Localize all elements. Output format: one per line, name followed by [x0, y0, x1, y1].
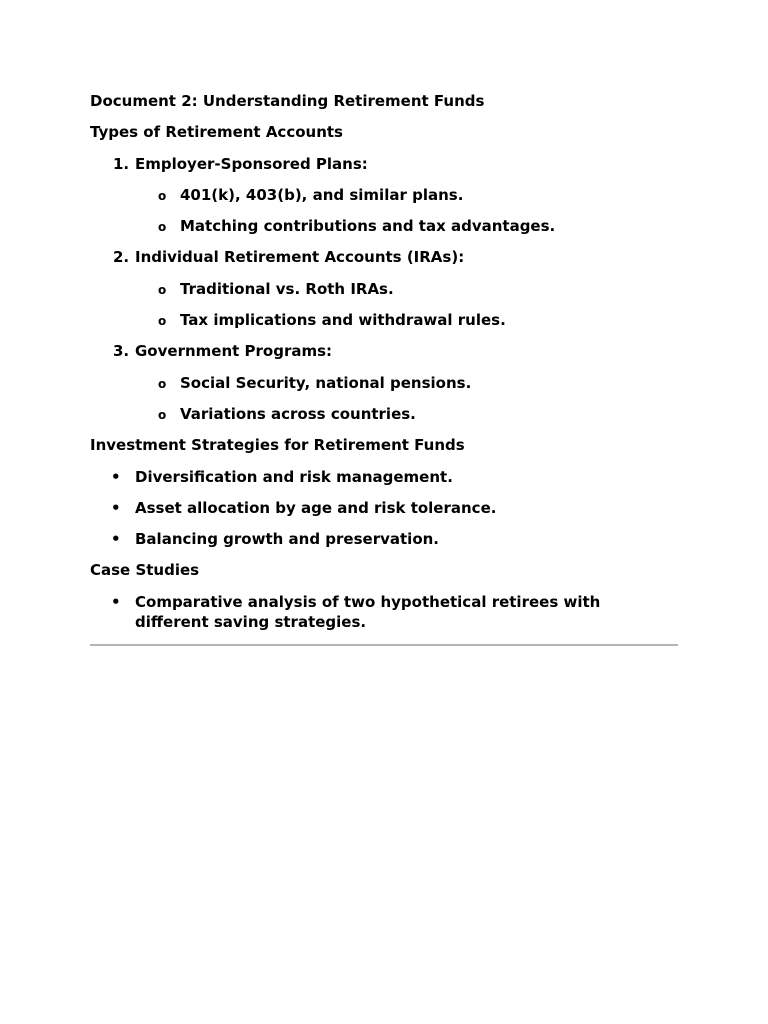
- numbered-item-iras: [90, 247, 678, 278]
- item-label: Employer-Sponsored Plans:: [135, 154, 368, 173]
- item-label: Government Programs:: [135, 342, 333, 361]
- sub-item: [90, 279, 678, 310]
- sub-item-text: Variations across countries.: [180, 404, 416, 423]
- sub-item: [90, 216, 678, 247]
- item-number: 1.: [113, 154, 130, 173]
- hollow-bullet-icon: o: [158, 188, 167, 203]
- hollow-bullet-icon: o: [158, 314, 167, 329]
- sub-item: [90, 310, 678, 341]
- section-heading-types: [90, 122, 678, 153]
- section-heading-investment-strategies: [90, 435, 678, 466]
- section-heading-case-studies: [90, 560, 678, 591]
- bullet-text: Balancing growth and preservation.: [135, 530, 439, 549]
- hollow-bullet-icon: o: [158, 220, 167, 235]
- bullet-text: Asset allocation by age and risk tolerance.: [135, 498, 497, 517]
- horizontal-rule: [90, 644, 678, 646]
- bullet-item: [90, 467, 678, 498]
- bullet-text: Comparative analysis of two hypothetical retirees with different saving strategies.: [135, 592, 601, 632]
- sub-item-text: 401(k), 403(b), and similar plans.: [180, 185, 464, 204]
- bullet-item: [90, 498, 678, 529]
- bullet-icon: •: [111, 498, 121, 517]
- bullet-text: Diversification and risk management.: [135, 467, 453, 486]
- sub-item-text: Traditional vs. Roth IRAs.: [180, 279, 394, 298]
- bullet-item: [90, 529, 678, 560]
- sub-item: [90, 373, 678, 404]
- item-number: 3.: [113, 342, 130, 361]
- item-number: 2.: [113, 248, 130, 267]
- bullet-icon: •: [111, 530, 121, 549]
- section-heading-text: Investment Strategies for Retirement Funds: [90, 436, 465, 455]
- bullet-icon: •: [111, 592, 121, 611]
- numbered-item-employer-sponsored: [90, 154, 678, 185]
- sub-item-text: Social Security, national pensions.: [180, 373, 472, 392]
- document-title: [90, 91, 678, 122]
- numbered-item-government-programs: [90, 341, 678, 372]
- sub-item-text: Tax implications and withdrawal rules.: [180, 311, 506, 330]
- hollow-bullet-icon: o: [158, 376, 167, 391]
- hollow-bullet-icon: o: [158, 407, 167, 422]
- sub-item: [90, 404, 678, 435]
- bullet-icon: •: [111, 467, 121, 486]
- section-heading-text: Types of Retirement Accounts: [90, 123, 343, 142]
- item-label: Individual Retirement Accounts (IRAs):: [135, 248, 465, 267]
- document-body: [90, 91, 678, 632]
- bullet-item: [90, 592, 678, 632]
- sub-item: [90, 185, 678, 216]
- document-title-text: Document 2: Understanding Retirement Funds: [90, 92, 485, 110]
- sub-item-text: Matching contributions and tax advantages.: [180, 217, 556, 236]
- section-heading-text: Case Studies: [90, 561, 200, 580]
- hollow-bullet-icon: o: [158, 282, 167, 297]
